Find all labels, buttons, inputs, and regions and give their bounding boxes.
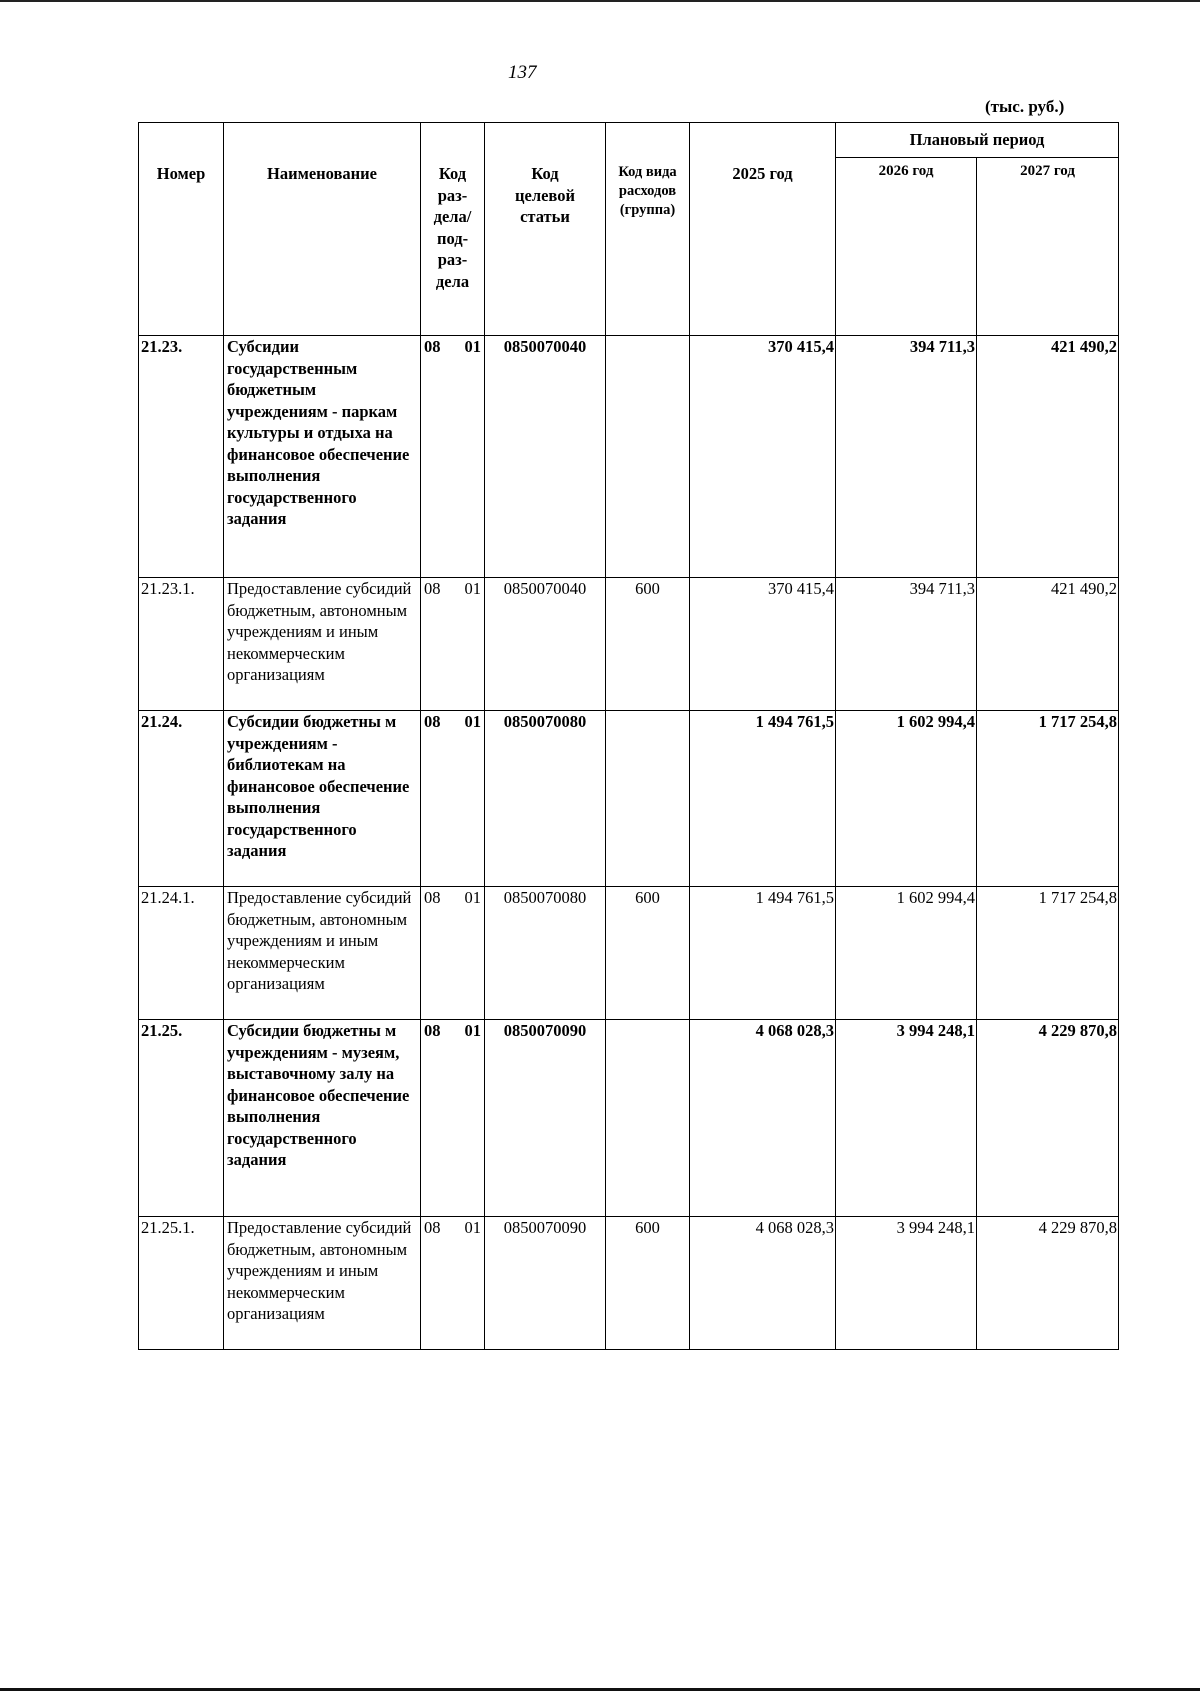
row-target-code: 0850070040 [485, 336, 606, 578]
row-value-2026: 3 994 248,1 [836, 1217, 977, 1350]
header-2026: 2026 год [836, 158, 977, 336]
subsection-code: 01 [464, 1218, 481, 1237]
header-expense: Код вида расходов (группа) [606, 123, 690, 336]
section-code: 08 [424, 1218, 441, 1237]
section-code: 08 [424, 337, 441, 356]
row-value-2025: 370 415,4 [690, 578, 836, 711]
row-value-2027: 421 490,2 [977, 336, 1119, 578]
row-section-code [421, 887, 485, 1020]
row-name: Предоставление субсидий бюджетным, автономным учреждениям и иным некоммерческим организациям [224, 578, 421, 711]
row-value-2027: 4 229 870,8 [977, 1020, 1119, 1217]
row-target-code: 0850070090 [485, 1217, 606, 1350]
row-target-code: 0850070080 [485, 711, 606, 887]
subsection-code: 01 [464, 712, 481, 731]
row-section-code [421, 1020, 485, 1217]
row-value-2027: 1 717 254,8 [977, 711, 1119, 887]
budget-table [138, 122, 1119, 1350]
row-value-2026: 3 994 248,1 [836, 1020, 977, 1217]
subsection-code: 01 [464, 337, 481, 356]
row-expense-code: 600 [606, 578, 690, 711]
row-value-2025: 1 494 761,5 [690, 711, 836, 887]
section-code: 08 [424, 1021, 441, 1040]
table-row [139, 711, 1119, 887]
row-value-2025: 370 415,4 [690, 336, 836, 578]
table-row [139, 1020, 1119, 1217]
row-value-2026: 394 711,3 [836, 578, 977, 711]
subsection-code: 01 [464, 1021, 481, 1040]
row-number: 21.25.1. [139, 1217, 224, 1350]
header-section: Код раз-дела/ под-раз-дела [421, 123, 485, 336]
subsection-code: 01 [464, 888, 481, 907]
row-value-2027: 1 717 254,8 [977, 887, 1119, 1020]
row-name: Субсидии бюджетны м учреждениям - музеям, выставочному залу на финансовое обеспечение выполнения государственного задания [224, 1020, 421, 1217]
header-2025: 2025 год [690, 123, 836, 336]
row-name: Предоставление субсидий бюджетным, автономным учреждениям и иным некоммерческим организациям [224, 1217, 421, 1350]
row-section-code [421, 1217, 485, 1350]
table-row [139, 578, 1119, 711]
table-row [139, 336, 1119, 578]
row-name: Субсидии бюджетны м учреждениям - библиотекам на финансовое обеспечение выполнения государственного задания [224, 711, 421, 887]
header-planned-period: Плановый период [836, 123, 1119, 158]
row-section-code [421, 578, 485, 711]
row-number: 21.24. [139, 711, 224, 887]
subsection-code: 01 [464, 579, 481, 598]
header-2027: 2027 год [977, 158, 1119, 336]
row-section-code [421, 711, 485, 887]
row-value-2025: 4 068 028,3 [690, 1020, 836, 1217]
row-value-2026: 1 602 994,4 [836, 711, 977, 887]
header-number: Номер [139, 123, 224, 336]
scan-edge-top [0, 0, 1200, 2]
header-name: Наименование [224, 123, 421, 336]
scan-edge-bottom [0, 1688, 1200, 1691]
row-number: 21.24.1. [139, 887, 224, 1020]
units-label: (тыс. руб.) [985, 97, 1065, 116]
header-row-top [139, 123, 1119, 158]
row-value-2026: 1 602 994,4 [836, 887, 977, 1020]
row-expense-code: 600 [606, 1217, 690, 1350]
row-value-2027: 4 229 870,8 [977, 1217, 1119, 1350]
row-value-2025: 4 068 028,3 [690, 1217, 836, 1350]
section-code: 08 [424, 712, 441, 731]
page-number: 137 [508, 62, 537, 83]
row-expense-code [606, 1020, 690, 1217]
row-target-code: 0850070090 [485, 1020, 606, 1217]
section-code: 08 [424, 888, 441, 907]
row-name: Субсидии государственным бюджетным учреждениям - паркам культуры и отдыха на финансовое обеспечение выполнения государственного задания [224, 336, 421, 578]
table-row [139, 1217, 1119, 1350]
row-expense-code [606, 336, 690, 578]
row-number: 21.25. [139, 1020, 224, 1217]
row-number: 21.23. [139, 336, 224, 578]
row-value-2025: 1 494 761,5 [690, 887, 836, 1020]
row-value-2027: 421 490,2 [977, 578, 1119, 711]
row-target-code: 0850070080 [485, 887, 606, 1020]
row-number: 21.23.1. [139, 578, 224, 711]
row-target-code: 0850070040 [485, 578, 606, 711]
table-row [139, 887, 1119, 1020]
row-expense-code [606, 711, 690, 887]
row-expense-code: 600 [606, 887, 690, 1020]
row-value-2026: 394 711,3 [836, 336, 977, 578]
row-section-code [421, 336, 485, 578]
row-name: Предоставление субсидий бюджетным, автономным учреждениям и иным некоммерческим организациям [224, 887, 421, 1020]
header-target: Код целевой статьи [485, 123, 606, 336]
section-code: 08 [424, 579, 441, 598]
